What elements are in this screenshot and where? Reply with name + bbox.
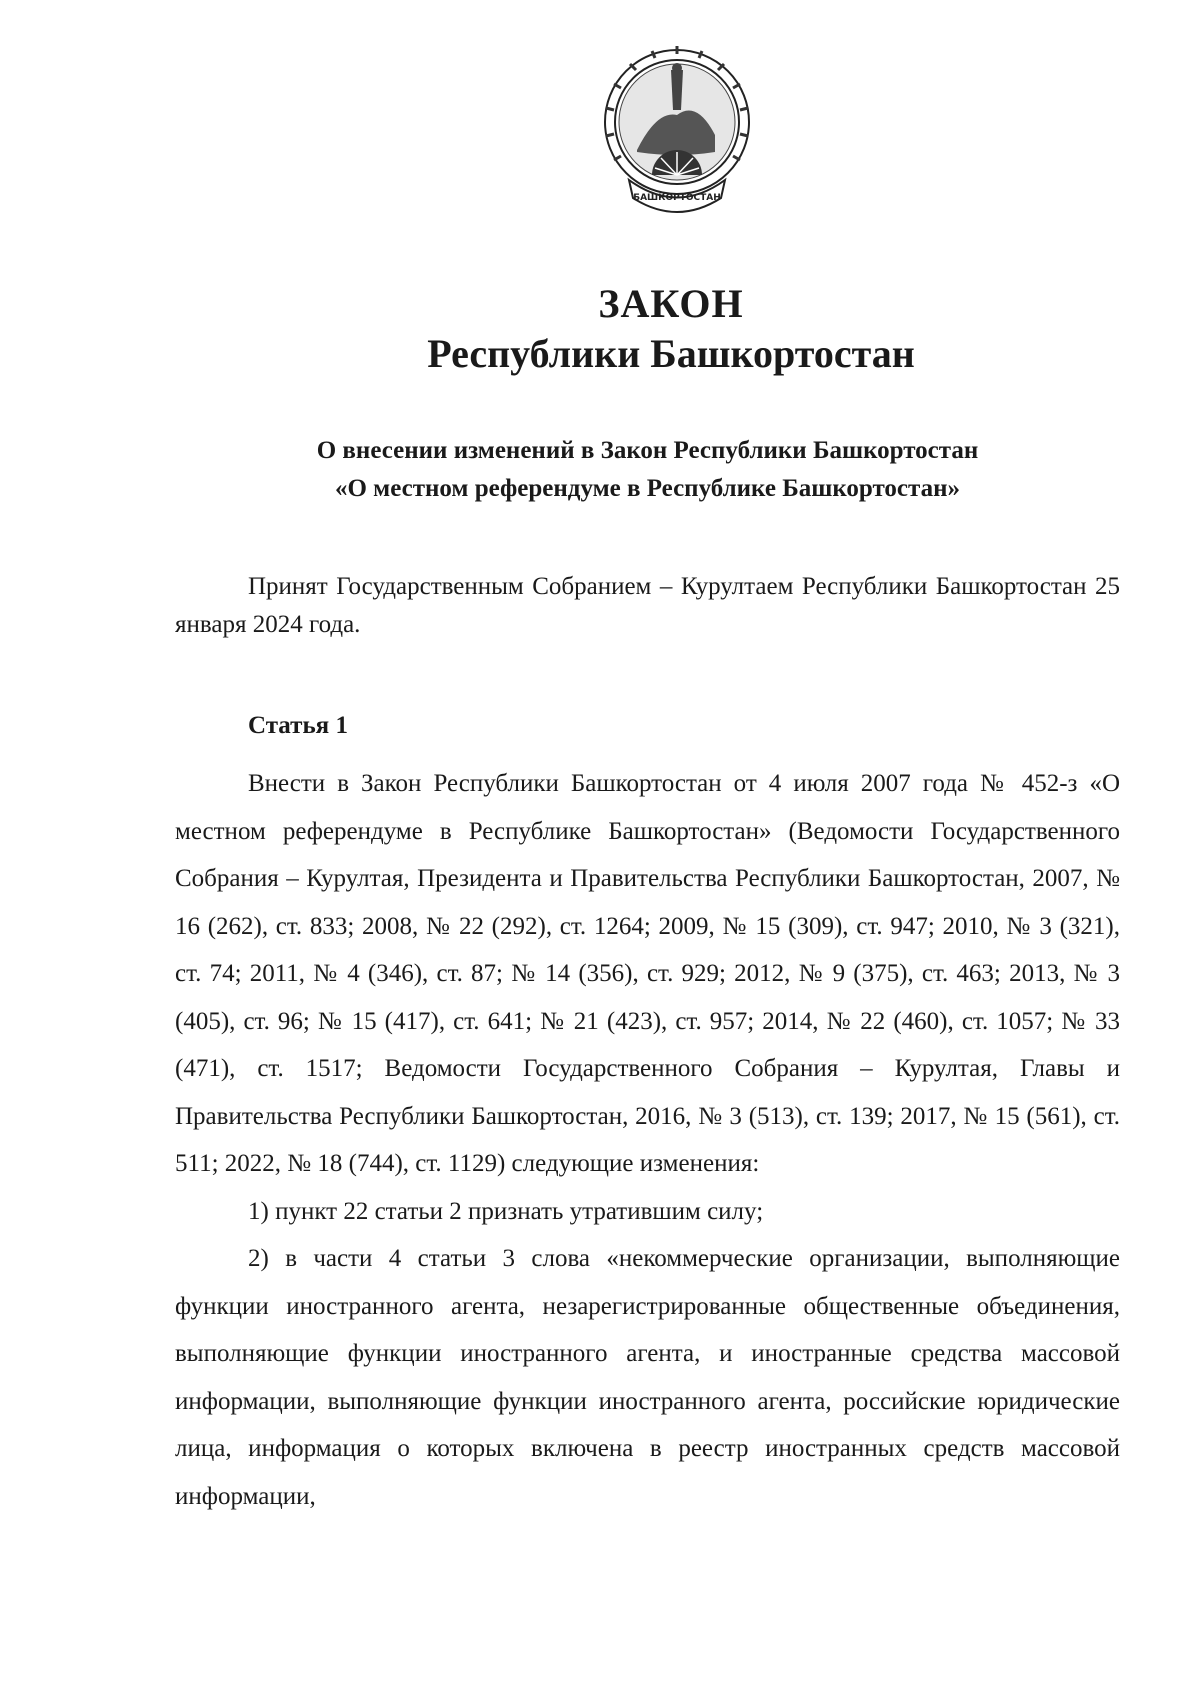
svg-text:БАШКОРТОСТАН: БАШКОРТОСТАН	[633, 193, 721, 203]
law-title-line-2: «О местном референдуме в Республике Башкортостан»	[334, 475, 961, 502]
document-type-heading: ЗАКОН	[598, 281, 744, 326]
article-1-item-1: 1) пункт 22 статьи 2 признать утратившим силу;	[248, 1197, 764, 1225]
article-1-body	[175, 760, 1120, 1520]
article-1-heading: Статья 1	[248, 712, 348, 739]
law-title-line-1: О внесении изменений в Закон Республики Башкортостан	[316, 437, 979, 464]
article-1-item-2: 2) в части 4 статьи 3 слова «некоммерческие организации, выполняющие функции иностранного агента, незарегистрированные общественные объединения, выполняющие функции иностранного агента, и иностранные средства массовой информации, выполняющие функции иностранного агента, российские юридические лица, информация о которых включена в реестр иностранных средств массовой информации,	[175, 1245, 1120, 1510]
law-title	[175, 432, 1120, 508]
article-1-intro-paragraph: Внести в Закон Республики Башкортостан от 4 июля 2007 года № 452-з «О местном референдуме в Республике Башкортостан» (Ведомости Государственного Собрания – Курултая, Президента и Правительства Республики Башкортостан, 2007, № 16 (262), ст. 833; 2008, № 22 (292), ст. 1264; 2009, № 15 (309), ст. 947; 2010, № 3 (321), ст. 74; 2011, № 4 (346), ст. 87; № 14 (356), ст. 929; 2012, № 9 (375), ст. 463; 2013, № 3 (405), ст. 96; № 15 (417), ст. 641; № 21 (423), ст. 957; 2014, № 22 (460), ст. 1057; № 33 (471), ст. 1517; Ведомости Государственного Собрания – Курултая, Главы и Правительства Республики Башкортостан, 2016, № 3 (513), ст. 139; 2017, № 15 (561), ст. 511; 2022, № 18 (744), ст. 1129) следующие изменения:	[175, 770, 1120, 1177]
document-subject-heading: Республики Башкортостан	[427, 331, 915, 376]
adoption-statement: Принят Государственным Собранием – Курултаем Республики Башкортостан 25 января 2024 года.	[175, 573, 1120, 638]
bashkortostan-coat-of-arms-icon	[597, 40, 757, 215]
